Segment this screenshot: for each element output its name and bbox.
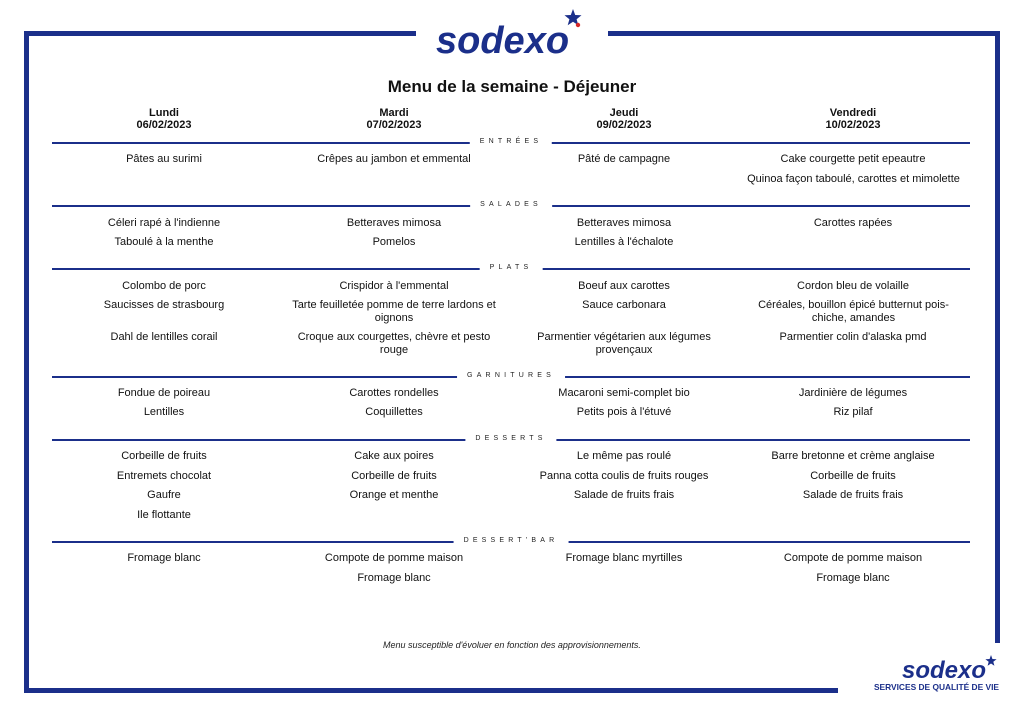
- menu-item: Betteraves mimosa: [576, 217, 672, 229]
- menu-item: Macaroni semi-complet bio: [558, 387, 690, 399]
- menu-item: Panna cotta coulis de fruits rouges: [539, 470, 709, 482]
- menu-item: Fromage blanc: [816, 572, 890, 584]
- day-name: Lundi: [149, 107, 179, 119]
- menu-item: Jardinière de légumes: [798, 387, 908, 399]
- menu-item: Dahl de lentilles corail: [110, 331, 218, 343]
- menu-item: Crêpes au jambon et emmental: [317, 153, 471, 165]
- menu-item: Riz pilaf: [833, 406, 873, 418]
- day-date: 07/02/2023: [366, 119, 422, 131]
- logo-tagline: SERVICES DE QUALITÉ DE VIE: [873, 682, 999, 692]
- menu-item: Ile flottante: [137, 509, 191, 521]
- menu-item: Boeuf aux carottes: [578, 280, 670, 292]
- menu-item: Corbeille de fruits: [351, 470, 437, 482]
- menu-item: Fromage blanc: [357, 572, 431, 584]
- section-divider: [52, 536, 970, 546]
- logo-footer-wordmark: sodexo: [902, 657, 987, 684]
- page-title: Menu de la semaine - Déjeuner: [387, 77, 637, 96]
- day-date: 09/02/2023: [596, 119, 652, 131]
- menu-item: Salade de fruits frais: [802, 489, 904, 501]
- menu-item: Cordon bleu de volaille: [797, 280, 909, 292]
- day-header: [509, 107, 739, 131]
- day-name: Vendredi: [829, 107, 877, 119]
- menu-item: Gaufre: [147, 489, 181, 501]
- day-date: 06/02/2023: [136, 119, 192, 131]
- menu-item: Saucisses de strasbourg: [103, 299, 225, 311]
- section-label: GARNITURES: [457, 371, 565, 381]
- menu-item: Coquillettes: [365, 406, 423, 418]
- logo-wordmark: sodexo: [436, 20, 570, 60]
- section-divider: [52, 200, 970, 210]
- menu-item: Quinoa façon taboulé, carottes et mimolette: [747, 173, 960, 185]
- menu-item: Cake courgette petit epeautre: [780, 153, 926, 165]
- section-label: DESSERT'BAR: [454, 536, 569, 546]
- menu-item: Fromage blanc: [127, 552, 201, 564]
- menu-item: Carottes rondelles: [349, 387, 439, 399]
- section-label: DESSERTS: [465, 434, 556, 444]
- sodexo-logo: [432, 6, 592, 60]
- day-header: [738, 107, 968, 131]
- logo-dot-icon: [576, 23, 580, 27]
- menu-item: Croque aux courgettes, chèvre et pesto rouge: [297, 331, 491, 356]
- menu-item: Pâté de campagne: [577, 153, 671, 165]
- menu-item: Compote de pomme maison: [324, 552, 464, 564]
- day-header: [279, 107, 509, 131]
- section-divider: [52, 371, 970, 381]
- section-label: SALADES: [470, 200, 552, 210]
- menu-item: Salade de fruits frais: [573, 489, 675, 501]
- menu-item: Corbeille de fruits: [121, 450, 207, 462]
- day-header: [49, 107, 279, 131]
- frame-left: [24, 31, 29, 693]
- menu-item: Pâtes au surimi: [126, 153, 202, 165]
- menu-item: Lentilles: [143, 406, 185, 418]
- menu-item: Lentilles à l'échalote: [574, 236, 674, 248]
- menu-item: Céréales, bouillon épicé butternut pois-chiche, amandes: [758, 299, 949, 324]
- section-label: ENTRÉES: [470, 137, 552, 147]
- frame-top-left: [24, 31, 416, 36]
- menu-item: Crispidor à l'emmental: [339, 280, 449, 292]
- menu-item: Fondue de poireau: [117, 387, 211, 399]
- menu-item: Barre bretonne et crème anglaise: [771, 450, 935, 462]
- menu-item: Cake aux poires: [354, 450, 434, 462]
- section-divider: [52, 434, 970, 444]
- footer-note: Menu susceptible d'évoluer en fonction des approvisionnements.: [383, 640, 641, 650]
- section-label: PLATS: [480, 263, 543, 273]
- frame-right: [995, 31, 1000, 643]
- menu-item: Petits pois à l'étuvé: [576, 406, 672, 418]
- menu-item: Colombo de porc: [122, 280, 206, 292]
- menu-item: Corbeille de fruits: [810, 470, 896, 482]
- menu-item: Parmentier colin d'alaska pmd: [779, 331, 927, 343]
- frame-bottom: [24, 688, 838, 693]
- section-divider: [52, 137, 970, 147]
- frame-top-right: [608, 31, 1000, 36]
- menu-item: Céleri rapé à l'indienne: [107, 217, 221, 229]
- section-divider: [52, 263, 970, 273]
- day-name: Jeudi: [609, 107, 639, 119]
- logo-footer-star-icon: [985, 655, 996, 666]
- menu-item: Taboulé à la menthe: [114, 236, 214, 248]
- menu-item: Compote de pomme maison: [783, 552, 923, 564]
- day-date: 10/02/2023: [825, 119, 881, 131]
- sodexo-logo-footer: [846, 652, 1002, 694]
- day-name: Mardi: [379, 107, 409, 119]
- menu-item: Betteraves mimosa: [346, 217, 442, 229]
- menu-item: Pomelos: [372, 236, 416, 248]
- menu-item: Entremets chocolat: [116, 470, 212, 482]
- menu-item: Parmentier végétarien aux légumes provençaux: [537, 331, 711, 356]
- menu-item: Fromage blanc myrtilles: [565, 552, 683, 564]
- menu-item: Le même pas roulé: [576, 450, 672, 462]
- menu-item: Sauce carbonara: [582, 299, 666, 311]
- menu-item: Carottes rapées: [813, 217, 893, 229]
- menu-item: Orange et menthe: [349, 489, 439, 501]
- menu-item: Tarte feuilletée pomme de terre lardons et oignons: [292, 299, 496, 324]
